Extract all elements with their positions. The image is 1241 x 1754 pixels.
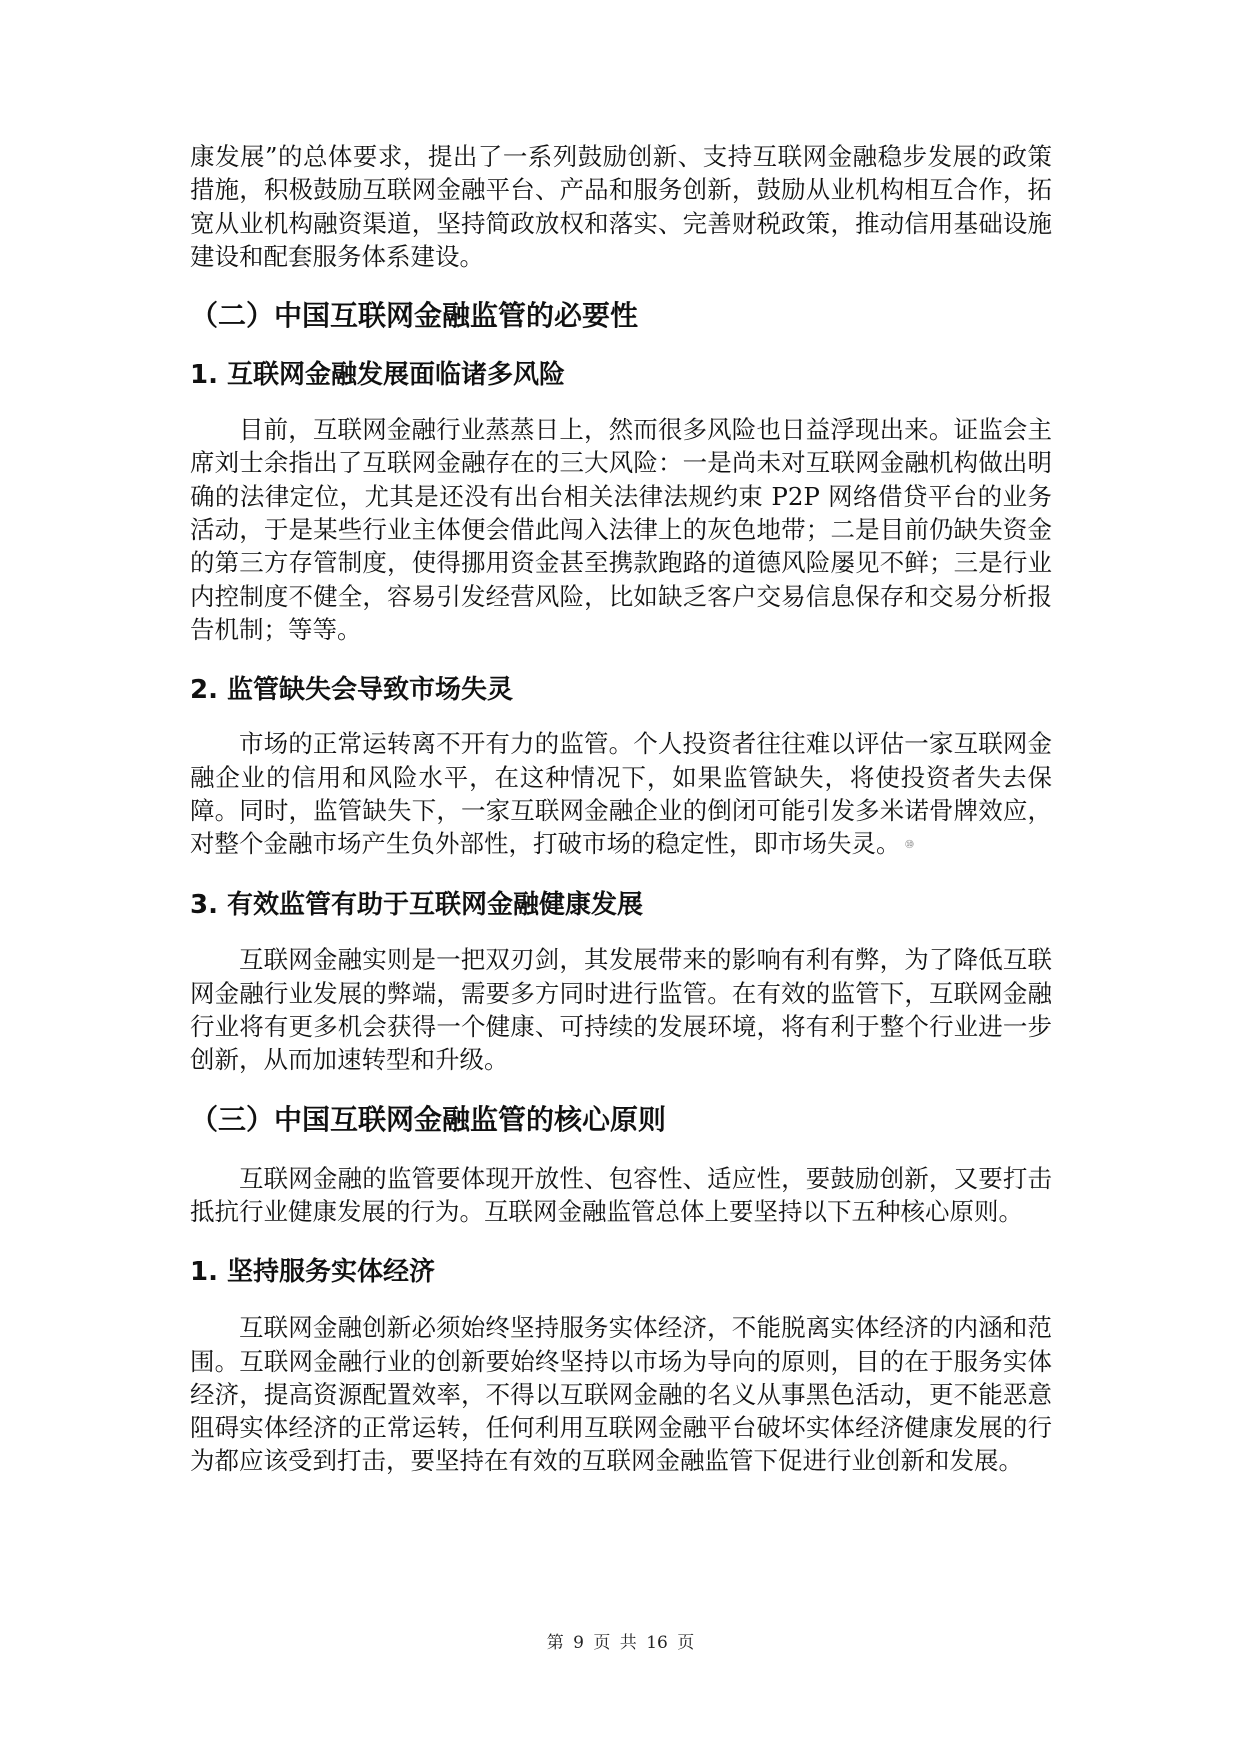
section-heading: （三）中国互联网金融监管的核心原则	[190, 1102, 667, 1136]
paragraph: 互联网金融的监管要体现开放性、包容性、适应性，要鼓励创新，又要打击抵抗行业健康发展的行为。互联网金融监管总体上要坚持以下五种核心原则。	[190, 1163, 1052, 1226]
paragraph: 互联网金融创新必须始终坚持服务实体经济，不能脱离实体经济的内涵和范围。互联网金融行业的创新要始终坚持以市场为导向的原则，目的在于服务实体经济，提高资源配置效率，不得以互联网金融的名义从事黑色活动，更不能恶意阻碍实体经济的正常运转，任何利用互联网金融平台破坏实体经济健康发展的行为都应该受到打击，要坚持在有效的互联网金融监管下促进行业创新和发展。	[190, 1313, 1052, 1476]
paragraph: 互联网金融实则是一把双刃剑，其发展带来的影响有利有弊，为了降低互联网金融行业发展的弊端，需要多方同时进行监管。在有效的监管下，互联网金融行业将有更多机会获得一个健康、可持续的发展环境，将有利于整个行业进一步创新，从而加速转型和升级。	[190, 945, 1052, 1075]
paragraph: 目前，互联网金融行业蒸蒸日上，然而很多风险也日益浮现出来。证监会主席刘士余指出了互联网金融存在的三大风险：一是尚未对互联网金融机构做出明确的法律定位，尤其是还没有出台相关法律法规约束 P2P 网络借贷平台的业务活动，于是某些行业主体便会借此闯入法律上的灰色地带；二是目前仍缺失资金的第三方存管制度，使得挪用资金甚至携款跑路的道德风险屡见不鲜；三是行业内控制度不健全，容易引发经营风险，比如缺乏客户交易信息保存和交易分析报告机制；等等。	[190, 415, 1052, 644]
paragraph: 康发展”的总体要求，提出了一系列鼓励创新、支持互联网金融稳步发展的政策措施，积极鼓励互联网金融平台、产品和服务创新，鼓励从业机构相互合作，拓宽从业机构融资渠道，坚持简政放权和落实、完善财税政策，推动信用基础设施建设和配套服务体系建设。	[190, 142, 1052, 271]
section-heading: （二）中国互联网金融监管的必要性	[190, 299, 639, 333]
document-body	[190, 140, 1052, 1478]
subsection-heading: 2. 监管缺失会导致市场失灵	[190, 675, 514, 706]
footnote-marker: ⑩	[904, 838, 915, 852]
paragraph	[190, 727, 1052, 861]
subsection-heading: 3. 有效监管有助于互联网金融健康发展	[190, 890, 644, 921]
page-number-footer: 第 9 页 共 16 页	[546, 1633, 695, 1653]
subsection-heading: 1. 坚持服务实体经济	[190, 1257, 436, 1288]
paragraph-text: 市场的正常运转离不开有力的监管。个人投资者往往难以评估一家互联网金融企业的信用和风险水平，在这种情况下，如果监管缺失，将使投资者失去保障。同时，监管缺失下，一家互联网金融企业的倒闭可能引发多米诺骨牌效应，对整个金融市场产生负外部性，打破市场的稳定性，即市场失灵。	[190, 729, 1052, 859]
subsection-heading: 1. 互联网金融发展面临诸多风险	[190, 360, 566, 391]
